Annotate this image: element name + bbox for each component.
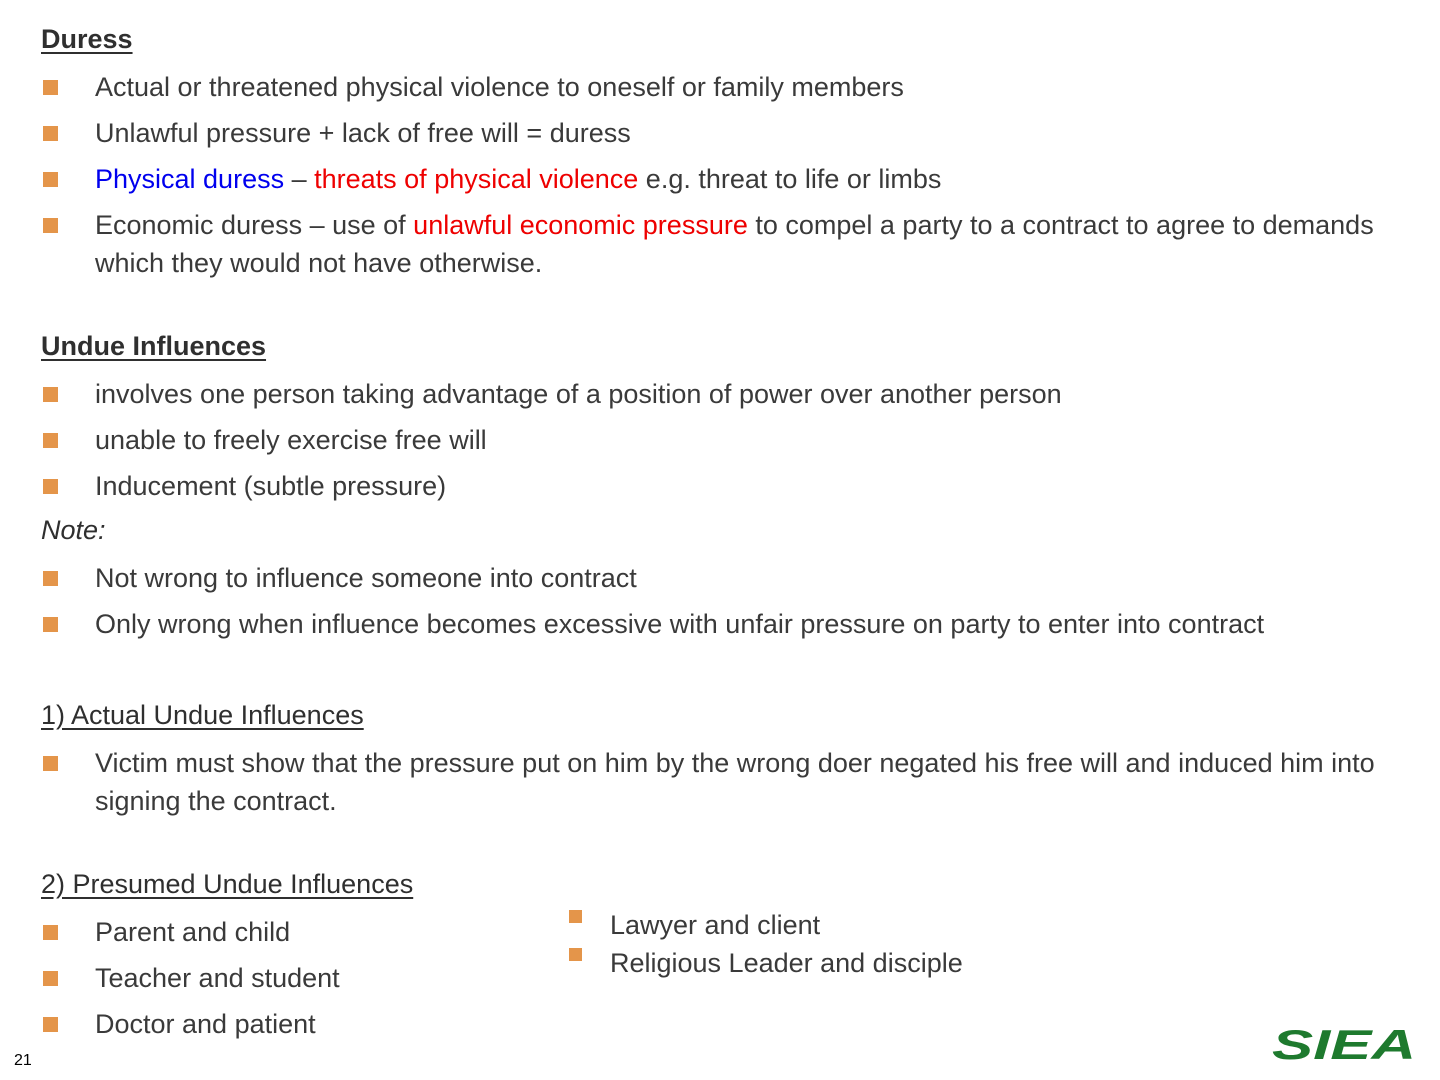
bullet-icon	[43, 433, 58, 448]
logo-text: SIEA	[1272, 1024, 1416, 1064]
bullet-icon	[43, 756, 58, 771]
note-item-1: Not wrong to influence someone into contract	[95, 563, 637, 593]
bullet-icon	[569, 910, 582, 923]
bullet-icon	[43, 172, 58, 187]
duress-item-2: Unlawful pressure + lack of free will = duress	[95, 118, 631, 148]
duress-heading: Duress	[41, 24, 133, 54]
economic-duress-after: to compel a party to a contract to agree to demands which they would not have otherwise.	[95, 210, 1374, 278]
actual-undue-item: Victim must show that the pressure put on him by the wrong doer negated his free will and induced him into signing the contract.	[95, 748, 1375, 816]
bullet-icon	[43, 971, 58, 986]
presumed-left-item-2: Teacher and student	[95, 963, 340, 993]
duress-item-physical	[95, 160, 941, 198]
bullet-icon	[43, 925, 58, 940]
physical-duress-highlight: threats of physical violence	[314, 164, 639, 194]
duress-item-economic	[95, 206, 1395, 282]
bullet-icon	[569, 948, 582, 961]
bullet-icon	[43, 479, 58, 494]
physical-duress-term: Physical duress	[95, 164, 285, 194]
bullet-icon	[43, 126, 58, 141]
presumed-undue-heading: 2) Presumed Undue Influences	[41, 869, 414, 899]
presumed-left-item-1: Parent and child	[95, 917, 291, 947]
presumed-right-item-1: Lawyer and client	[610, 910, 821, 940]
presumed-right-item-2: Religious Leader and disciple	[610, 948, 963, 978]
bullet-icon	[43, 1017, 58, 1032]
page-number: 21	[14, 1052, 32, 1069]
physical-duress-rest: e.g. threat to life or limbs	[638, 164, 942, 194]
economic-duress-before: Economic duress – use of	[95, 210, 414, 240]
bullet-icon	[43, 218, 58, 233]
bullet-icon	[43, 617, 58, 632]
bullet-icon	[43, 571, 58, 586]
siea-logo	[1270, 1024, 1420, 1064]
undue-influences-heading: Undue Influences	[41, 331, 267, 361]
actual-undue-heading: 1) Actual Undue Influences	[41, 700, 364, 730]
economic-duress-highlight: unlawful economic pressure	[413, 210, 748, 240]
undue-item-1: involves one person taking advantage of a position of power over another person	[95, 379, 1062, 409]
physical-duress-dash: –	[284, 164, 315, 194]
note-item-2: Only wrong when influence becomes excessive with unfair pressure on party to enter into contract	[95, 609, 1265, 639]
presumed-left-item-3: Doctor and patient	[95, 1009, 316, 1039]
undue-item-2: unable to freely exercise free will	[95, 425, 487, 455]
undue-item-3: Inducement (subtle pressure)	[95, 471, 447, 501]
bullet-icon	[43, 387, 58, 402]
note-label: Note:	[41, 515, 106, 545]
bullet-icon	[43, 80, 58, 95]
duress-item-1: Actual or threatened physical violence to oneself or family members	[95, 72, 904, 102]
